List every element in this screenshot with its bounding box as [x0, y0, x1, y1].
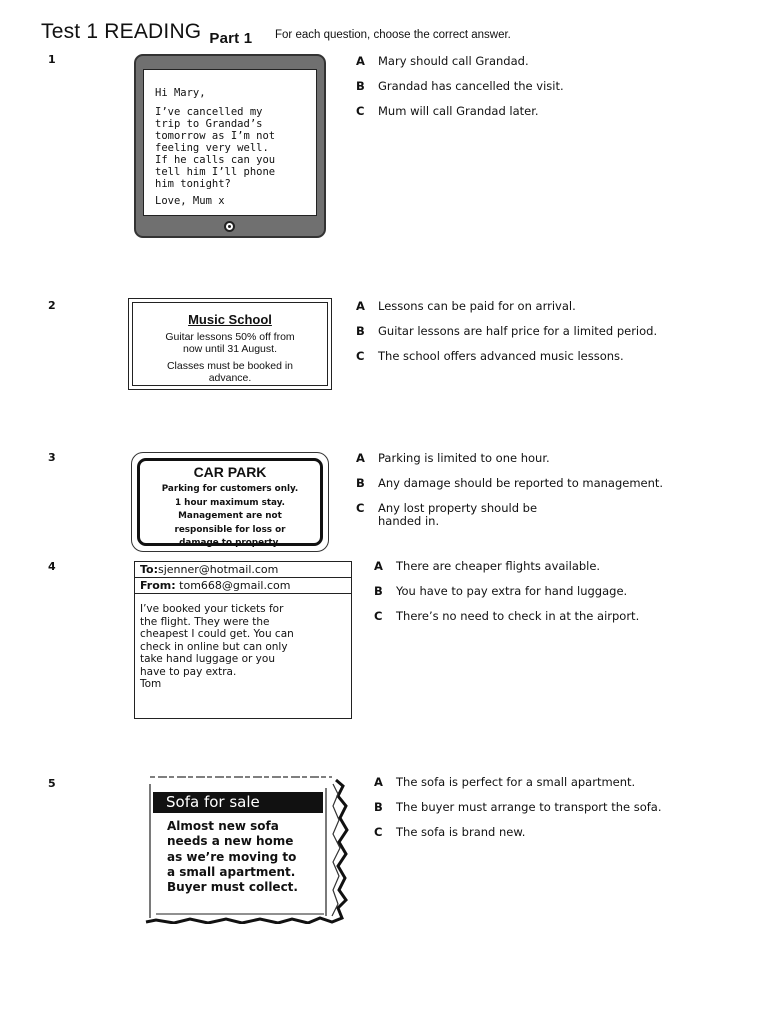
message-line: trip to Grandad’s: [155, 118, 263, 130]
sign-line: damage to property.: [179, 538, 281, 548]
option-b[interactable]: B Guitar lessons are half price for a limited period.: [356, 324, 658, 338]
phone-message: [134, 54, 326, 238]
option-c[interactable]: C Any lost property should be handed in.: [356, 501, 538, 528]
message-line: tell him I’ll phone: [155, 166, 276, 178]
sign-title: CAR PARK: [193, 464, 267, 480]
notice-line: now until 31 August.: [183, 343, 277, 355]
option-a[interactable]: A Mary should call Grandad.: [356, 54, 529, 68]
options-q1: [356, 55, 756, 130]
options-q5: [374, 776, 764, 851]
email-to: sjenner@hotmail.com: [158, 563, 279, 576]
phone-home-button-icon: [224, 221, 235, 232]
email-from-label: From:: [140, 579, 176, 592]
notice-line: Classes must be booked in: [166, 360, 294, 372]
notice-line: advance.: [208, 372, 252, 384]
option-a[interactable]: A Lessons can be paid for on arrival.: [356, 299, 576, 313]
sign-line: responsible for loss or: [174, 524, 286, 535]
notice-line: Guitar lessons 50% off from: [165, 331, 295, 343]
question-number-1: 1: [48, 53, 56, 66]
option-a[interactable]: A Parking is limited to one hour.: [356, 451, 550, 465]
option-c[interactable]: C There’s no need to check in at the airport.: [374, 609, 640, 623]
question-number-5: 5: [48, 777, 56, 790]
email-signature: Tom: [140, 678, 162, 690]
notice-title: Music School: [188, 312, 272, 327]
page-title: [41, 20, 253, 47]
question-number-4: 4: [48, 560, 56, 573]
sign-line: 1 hour maximum stay.: [175, 497, 285, 508]
title-text: Test 1 READING: [41, 20, 202, 43]
email-to-row: [135, 562, 351, 578]
car-park-sign: [131, 452, 329, 552]
options-q4: [374, 560, 764, 635]
music-school-notice: [128, 298, 332, 390]
ad-body: [167, 819, 337, 895]
option-c[interactable]: C The sofa is brand new.: [374, 825, 526, 839]
message-line: him tonight?: [155, 178, 231, 190]
option-b[interactable]: B The buyer must arrange to transport the sofa.: [374, 800, 662, 814]
part-label: Part 1: [209, 30, 253, 47]
message-line: If he calls can you: [155, 154, 276, 166]
ad-line: a small apartment.: [167, 864, 296, 879]
sign-line: Management are not: [178, 511, 282, 521]
option-b[interactable]: B You have to pay extra for hand luggage.: [374, 584, 628, 598]
message-line: feeling very well.: [155, 142, 269, 154]
email-line: check in online but can only: [140, 640, 288, 653]
instructions: For each question, choose the correct answer.: [275, 29, 511, 41]
message-line: Love, Mum x: [155, 195, 225, 207]
option-b[interactable]: B Any damage should be reported to management.: [356, 476, 664, 490]
email-line: I’ve booked your tickets for: [140, 603, 284, 615]
email-line: cheapest I could get. You can: [140, 628, 294, 640]
email-from-row: [135, 578, 351, 594]
email-line: have to pay extra.: [140, 665, 237, 678]
ad-line: needs a new home: [167, 834, 294, 849]
ad-line: as we’re moving to: [167, 849, 297, 864]
email-from: tom668@gmail.com: [179, 579, 291, 592]
message-line: I’ve cancelled my: [155, 106, 263, 118]
email-to-label: To:: [140, 563, 158, 576]
option-c[interactable]: C Mum will call Grandad later.: [356, 104, 539, 118]
email-body: [135, 594, 351, 691]
options-q2: [356, 300, 756, 375]
option-a[interactable]: A The sofa is perfect for a small apartment.: [374, 775, 636, 789]
sofa-advert: [142, 776, 350, 924]
ad-line: Almost new sofa: [167, 819, 279, 833]
option-a[interactable]: A There are cheaper flights available.: [374, 559, 601, 573]
message-line: tomorrow as I’m not: [155, 130, 276, 142]
ad-line: Buyer must collect.: [167, 880, 298, 895]
ad-title: Sofa for sale: [153, 792, 323, 813]
email-line: take hand luggage or you: [140, 653, 275, 665]
phone-speaker-icon: [286, 59, 312, 63]
email-message: [134, 561, 352, 719]
question-number-3: 3: [48, 451, 56, 464]
phone-screen: [143, 69, 317, 216]
options-q3: [356, 452, 756, 540]
sign-line: Parking for customers only.: [161, 484, 299, 494]
email-line: the flight. They were the: [140, 615, 270, 628]
option-c[interactable]: C The school offers advanced music lessons.: [356, 349, 624, 363]
option-b[interactable]: B Grandad has cancelled the visit.: [356, 79, 564, 93]
message-line: Hi Mary,: [155, 87, 206, 99]
question-number-2: 2: [48, 299, 56, 312]
